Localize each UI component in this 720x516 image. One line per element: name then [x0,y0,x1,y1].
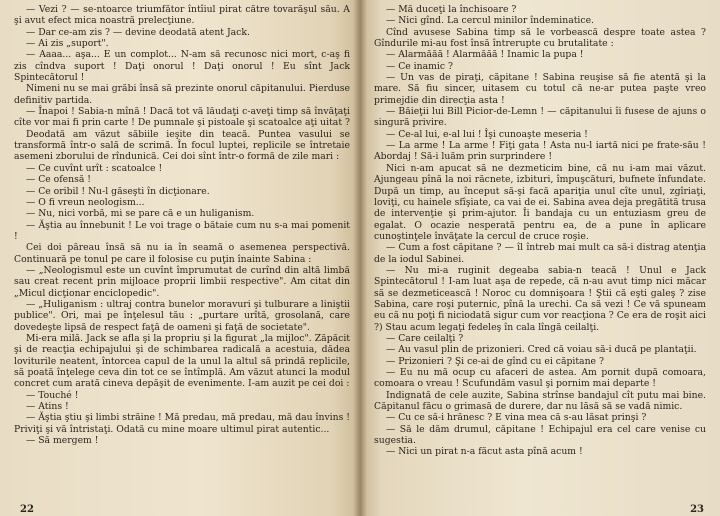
paragraph: — Nici gînd. La cercul minilor îndeminatice. [386,15,594,27]
paragraph: — Prizonieri ? Şi ce-ai de gînd cu ei căpitane ? [386,355,604,367]
left-page-text [14,4,350,446]
paragraph: — „Huliganism : ultraj contra bunelor moravuri şi tulburare a liniştii publice". Ori, mai pe înţelesul tău : „purtare urîtă, grosolană, care dovedeşte lipsă de respect faţă de oameni şi faţă de societate". [14,298,350,333]
paragraph: — Cu ce să-i hrănesc ? E vina mea că s-au lăsat prinşi ? [386,412,647,424]
paragraph: — Să mergem ! [26,435,99,447]
right-page-number: 23 [690,504,704,515]
paragraph: — Nici un pirat n-a făcut asta pînă acum ! [386,446,583,458]
paragraph: — Ce oribil ! Nu-l găseşti în dicţionare. [26,185,210,197]
right-page-text [374,4,706,458]
paragraph: — Să le dăm drumul, căpitane ! Echipajul era cel care venise cu sugestia. [374,423,706,447]
paragraph: Mi-era milă. Jack se afla şi la propriu şi la figurat „la mijloc". Zăpăcit şi de reacţia echipajului şi de schimbarea radicală a acestuia, dădea loviturile neatent, întorcea capul de la unul la altul să prindă replicile, să poată înţelege ceva din tot ce se întîmplă. Am văzut atunci la modul concret cum arată cineva depăşit de evenimente. I-am auzit pe cei doi : [14,332,350,390]
paragraph: — Dar ce-am zis ? — devine deodată atent Jack. [26,26,250,38]
paragraph: Indignată de cele auzite, Sabina strînse bandajul cît putu mai bine. Căpitanul făcu o grimasă de durere, dar nu lăsă să se vadă nimic. [374,389,706,413]
paragraph: — Ce-al lui, e-al lui ! Îşi cunoaşte meseria ! [386,128,588,140]
paragraph: Nimeni nu se mai grăbi însă să prezinte onorul căpitanului. Pierduse definitiv partida. [14,83,350,106]
paragraph: — Înapoi ! Sabia-n mînă ! Dacă tot vă lăudaţi c-aveţi timp să învăţaţi cîte vor mai fi prin carte ! De pumnale şi pistoale şi scatoalce aţi uitat ? [14,106,350,129]
paragraph: — Care ceilalţi ? [386,332,464,344]
paragraph: — Touché ! [26,389,79,401]
paragraph: — La arme ! La arme ! Fiţi gata ! Asta nu-l iartă nici pe frate-său ! Abordaj ! Să-i luăm prin surprindere ! [374,140,706,163]
right-page [360,0,720,516]
paragraph: Nici n-am apucat să ne dezmeticim bine, că nu i-am mai văzut. Ajungeau pînă la noi răcnete, izbituri, împuşcături, bufnete înfundate. După un timp, au început să-şi facă apariţia unul cîte unul, zgîriaţi, loviţi, cu hainele sfîşiate, ca vai de ei. Sabina avea deja pregătită trusa de intervenţie şi prim-ajutor. Îi bandaja cu un entuziasm greu de egalat. O ocazie nesperată pentru ea, de a pune în aplicare cunoştinţele învăţate la cercul de cruce roşie. [374,162,706,242]
paragraph: — Atins ! [26,401,69,413]
paragraph: Cînd avusese Sabina timp să le vorbească despre toate astea ? Gîndurile mi-au fost însă întrerupte cu brutalitate : [374,26,706,50]
paragraph: — Un vas de piraţi, căpitane ! Sabina reuşise să fie atentă şi la mare. Să fiu sincer, uitasem cu totul că ne-ar putea paşte vreo primejdie din direcţia asta ! [374,72,706,106]
paragraph: — Ăştia ştiu şi limbi străine ! Mă predau, mă predau, mă dau învins ! Priviţi şi vă întristaţi. Odată cu mine moare ultimul pirat autentic... [14,412,350,435]
paragraph: — Nu mi-a ruginit degeaba sabia-n teacă ! Unul e Jack Spintecătorul ! I-am luat aşa de repede, că n-au avut timp nici măcar să se dezmeticească ! Noroc cu domnişoara ! Ştii că eşti galeş ? zise Sabina, care roşi puternic, pînă la urechi. Ca să vezi ! Ce vă spuneam eu că nu poţi fi niciodată sigur cum vor reacţiona ? Ce era de roşit aici ?) Stau acum legaţi fedeleş în cala lîngă ceilalţi. [374,264,706,333]
paragraph: — O fi vreun neologism... [26,196,145,208]
paragraph: — Băieţii lui Bill Picior-de-Lemn ! — căpitanului îi fusese de ajuns o singură privire. [374,106,706,129]
paragraph: — Ăştia au înnebunit ! Le voi trage o bătaie cum nu s-a mai pomenit ! [14,219,350,242]
paragraph: — Ce inamic ? [386,60,453,72]
paragraph: — Alarmăăă ! Alarmăăă ! Inamic la pupa ! [386,49,584,61]
paragraph: — Mă duceţi la închisoare ? [386,4,517,15]
paragraph: — Vezi ? — se-ntoarce triumfător întîiul pirat către tovarăşul său. A şi avut efect mica noastră prelecţiune. [14,4,350,27]
paragraph: — „Neologismul este un cuvînt împrumutat de curînd din altă limbă sau creat recent prin mijloace proprii limbii respective". Am citat din „Micul dicţionar enciclopedic". [14,264,350,299]
paragraph: — Eu nu mă ocup cu afaceri de astea. Am pornit după comoara, comoara o vreau ! Scufundăm vasul şi pornim mai departe ! [374,367,706,390]
paragraph: — Ce cuvînt urît : scatoalce ! [26,162,163,174]
paragraph: — Ai zis „suport". [26,38,109,50]
left-page-number: 22 [20,504,34,515]
paragraph: — Cum a fost căpitane ? — îl întreb mai mult ca să-i distrag atenţia de la iodul Sabinei. [374,242,706,265]
paragraph: — Au vasul plin de prizonieri. Cred că voiau să-i ducă pe plantaţii. [386,344,697,356]
paragraph: — Aaaa... aşa... E un complot... N-am să recunosc nici mort, c-aş fi zis cîndva suport ! Daţi onorul ! Daţi onorul ! Eu sînt Jack Spintecătorul ! [14,49,350,84]
paragraph: — Nu, nici vorbă, mi se pare că e un huliganism. [26,208,255,220]
paragraph: — Ce ofensă ! [26,174,92,186]
paragraph: Cei doi păreau însă să nu ia în seamă o asemenea perspectivă. Continuară pe tonul pe care il folosise cu puţin înainte Sabina : [14,242,350,265]
paragraph: Deodată am văzut săbiile ieşite din teacă. Puntea vasului se transformă într-o sală de scrimă. În focul luptei, replicile se întretaie asemeni zborului de rîndunică. Cei doi sînt într-o formă de zile mari : [14,128,350,163]
